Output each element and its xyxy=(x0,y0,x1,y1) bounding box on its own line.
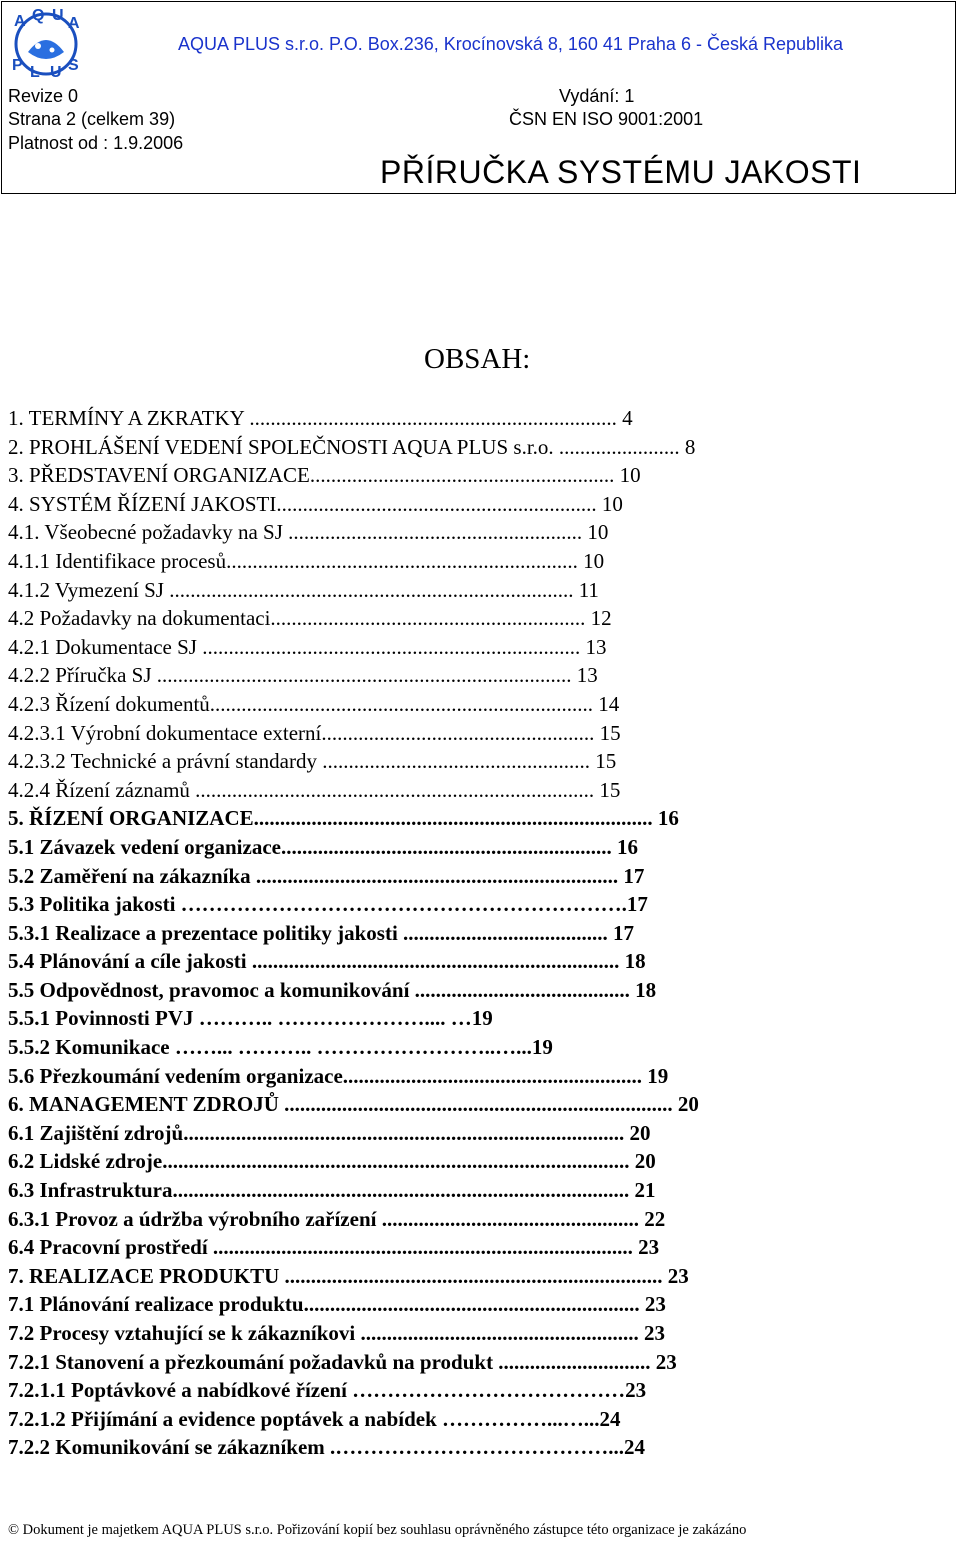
toc-entry[interactable]: 5.1 Závazek vedení organizace............................................................... 16 xyxy=(8,834,638,859)
svg-text:A: A xyxy=(68,15,80,32)
toc-entry[interactable]: 7. REALIZACE PRODUKTU ........................................................................ 23 xyxy=(8,1263,689,1288)
standard-label: ČSN EN ISO 9001:2001 xyxy=(509,109,704,129)
copyright-footer: © Dokument je majetkem AQUA PLUS s.r.o. Pořizování kopií bez souhlasu oprávněného zástupce této organizace je zakázáno xyxy=(8,1522,747,1538)
toc-entry[interactable]: 6.3 Infrastruktura....................................................................................... 21 xyxy=(8,1178,656,1203)
svg-text:P: P xyxy=(12,57,23,74)
toc-entry[interactable]: 6.2 Lidské zdroje......................................................................................... 20 xyxy=(8,1149,656,1174)
company-address: AQUA PLUS s.r.o. P.O. Box.236, Krocínovská 8, 160 41 Praha 6 - Česká Republika xyxy=(178,34,844,54)
toc-entry[interactable]: 4.2.1 Dokumentace SJ ........................................................................ 13 xyxy=(8,634,607,659)
toc-entry[interactable]: 7.2.1.2 Přijímání a evidence poptávek a nabídek ……………...…...24 xyxy=(8,1406,621,1431)
toc-entry[interactable]: 4.2.3.1 Výrobní dokumentace externí.................................................... 15 xyxy=(8,720,621,745)
document-header xyxy=(1,1,956,194)
toc-entry[interactable]: 5.2 Zaměření na zákazníka ..................................................................... 17 xyxy=(8,863,645,888)
svg-text:U: U xyxy=(52,8,64,24)
svg-text:L: L xyxy=(30,64,40,78)
table-of-contents xyxy=(8,404,868,1462)
toc-entry[interactable]: 7.2.1.1 Poptávkové a nabídkové řízení …………………………………23 xyxy=(8,1378,647,1403)
toc-entry[interactable]: 5. ŘÍZENÍ ORGANIZACE............................................................................ 16 xyxy=(8,806,679,831)
svg-text:U: U xyxy=(50,64,62,78)
toc-entry[interactable]: 4.1.2 Vymezení SJ ............................................................................. 11 xyxy=(8,577,599,602)
toc-entry[interactable]: 5.6 Přezkoumání vedením organizace......................................................... 19 xyxy=(8,1063,669,1088)
toc-entry[interactable]: 4.2.3 Řízení dokumentů......................................................................... 14 xyxy=(8,691,620,716)
svg-text:S: S xyxy=(68,57,79,74)
toc-entry[interactable]: 4.2.4 Řízení záznamů ............................................................................ 15 xyxy=(8,777,621,802)
toc-entry[interactable]: 5.5.2 Komunikace ……... ……….. ……………………..…...19 xyxy=(8,1035,553,1060)
svg-text:A: A xyxy=(14,13,26,30)
toc-entry[interactable]: 4.2 Požadavky na dokumentaci............................................................ 12 xyxy=(8,606,612,631)
toc-entry[interactable]: 6.1 Zajištění zdrojů.................................................................................... 20 xyxy=(8,1120,651,1145)
svg-text:Q: Q xyxy=(32,8,45,24)
valid-from-label: Platnost od : 1.9.2006 xyxy=(8,133,184,153)
toc-entry[interactable]: 6.3.1 Provoz a údržba výrobního zařízení ................................................. 22 xyxy=(8,1206,666,1231)
toc-entry[interactable]: 4.2.2 Příručka SJ ............................................................................... 13 xyxy=(8,663,598,688)
toc-entry[interactable]: 2. PROHLÁŠENÍ VEDENÍ SPOLEČNOSTI AQUA PLUS s.r.o. ....................... 8 xyxy=(8,434,696,459)
toc-entry[interactable]: 4.1. Všeobecné požadavky na SJ ........................................................ 10 xyxy=(8,520,609,545)
toc-entry[interactable]: 4. SYSTÉM ŘÍZENÍ JAKOSTI............................................................. 10 xyxy=(8,491,623,516)
toc-entry[interactable]: 7.2 Procesy vztahující se k zákazníkovi ..................................................... 23 xyxy=(8,1321,666,1345)
toc-entry[interactable]: 4.2.3.2 Technické a právní standardy ................................................... 15 xyxy=(8,749,617,774)
toc-entry[interactable]: 5.3.1 Realizace a prezentace politiky jakosti ....................................... 17 xyxy=(8,920,635,945)
toc-entry[interactable]: 7.2.1 Stanovení a přezkoumání požadavků na produkt ............................. 23 xyxy=(8,1349,677,1374)
page-count-label: Strana 2 (celkem 39) xyxy=(8,109,176,129)
toc-entry[interactable]: 5.4 Plánování a cíle jakosti ...................................................................... 18 xyxy=(8,949,646,974)
toc-entry[interactable]: 7.1 Plánování realizace produktu................................................................ 23 xyxy=(8,1292,666,1317)
document-title: PŘÍRUČKA SYSTÉMU JAKOSTI xyxy=(380,154,862,190)
toc-entry[interactable]: 6. MANAGEMENT ZDROJŮ .......................................................................... 20 xyxy=(8,1092,699,1117)
edition-label: Vydání: 1 xyxy=(559,86,635,106)
toc-heading: OBSAH: xyxy=(424,343,531,375)
toc-entry[interactable]: 1. TERMÍNY A ZKRATKY ...................................................................... 4 xyxy=(8,406,633,430)
toc-entry[interactable]: 5.3 Politika jakosti ……………………………………………………….17 xyxy=(8,892,648,917)
toc-entry[interactable]: 6.4 Pracovní prostředí ................................................................................ 23 xyxy=(8,1235,660,1260)
toc-entry[interactable]: 7.2.2 Komunikování se zákazníkem .…………………………………...24 xyxy=(8,1435,646,1460)
toc-entry[interactable]: 5.5 Odpovědnost, pravomoc a komunikování ......................................... 18 xyxy=(8,977,657,1002)
toc-entry[interactable]: 4.1.1 Identifikace procesů................................................................... 10 xyxy=(8,548,605,573)
toc-entry[interactable]: 5.5.1 Povinnosti PVJ ……….. ………………….... …19 xyxy=(8,1006,493,1031)
revision-label: Revize 0 xyxy=(8,86,79,106)
toc-entry[interactable]: 3. PŘEDSTAVENÍ ORGANIZACE.......................................................... 10 xyxy=(8,463,641,488)
aqua-plus-logo-icon xyxy=(8,8,84,78)
